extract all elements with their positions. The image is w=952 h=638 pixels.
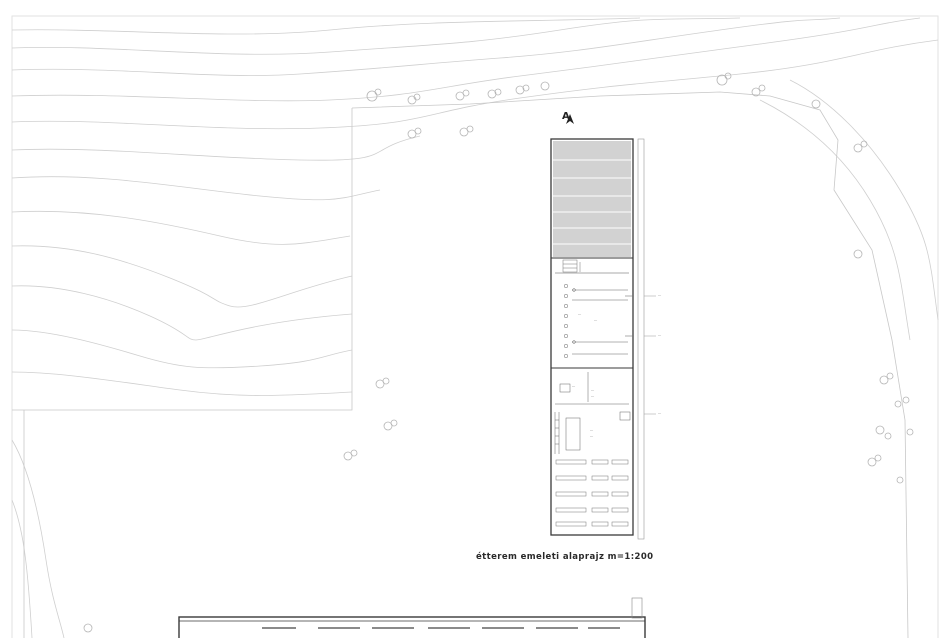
drawing-caption: étterem emeleti alaprajz m=1:200 xyxy=(476,552,654,562)
room-label-dining: ... xyxy=(578,312,582,316)
tree-icon xyxy=(384,420,397,430)
balcony-edge xyxy=(638,139,644,539)
tree-icon xyxy=(868,455,881,466)
tree-icon xyxy=(456,90,469,100)
tree-icon xyxy=(876,426,891,439)
tree-icon xyxy=(84,624,92,632)
callout-2: ... xyxy=(658,333,662,337)
tree-icon xyxy=(460,126,473,136)
tree-icon xyxy=(408,94,420,104)
callout-1: ... xyxy=(658,293,662,297)
tree-icon xyxy=(376,378,389,388)
tree-icon xyxy=(880,373,893,384)
room-label-lower: ... xyxy=(590,428,594,432)
north-marker-label: A xyxy=(562,111,570,122)
tree-icon xyxy=(907,429,913,435)
sheet-frame xyxy=(12,16,938,638)
lower-building xyxy=(179,598,645,638)
callout-3: ... xyxy=(658,411,662,415)
room-area-kitchen: ... xyxy=(591,394,595,398)
tree-icon xyxy=(541,82,549,90)
callout-leaders xyxy=(644,296,656,414)
tree-icon xyxy=(897,477,903,483)
tree-icon xyxy=(812,100,820,108)
roof-terrace xyxy=(553,141,631,257)
building-plan xyxy=(551,139,644,539)
plot-boundary xyxy=(12,92,908,638)
contour-lines xyxy=(12,18,938,638)
tree-icon xyxy=(516,85,529,94)
tree-icon xyxy=(854,141,867,152)
room-label-kitchen: ... xyxy=(591,388,595,392)
tree-icon xyxy=(367,89,381,101)
tree-icon xyxy=(344,450,357,460)
room-area-lower: ... xyxy=(590,434,594,438)
room-label-wc: ... xyxy=(572,384,576,388)
room-area-dining: ... xyxy=(594,318,598,322)
tree-icon xyxy=(488,89,501,98)
tree-icon-group xyxy=(84,73,913,632)
tree-icon xyxy=(854,250,862,258)
